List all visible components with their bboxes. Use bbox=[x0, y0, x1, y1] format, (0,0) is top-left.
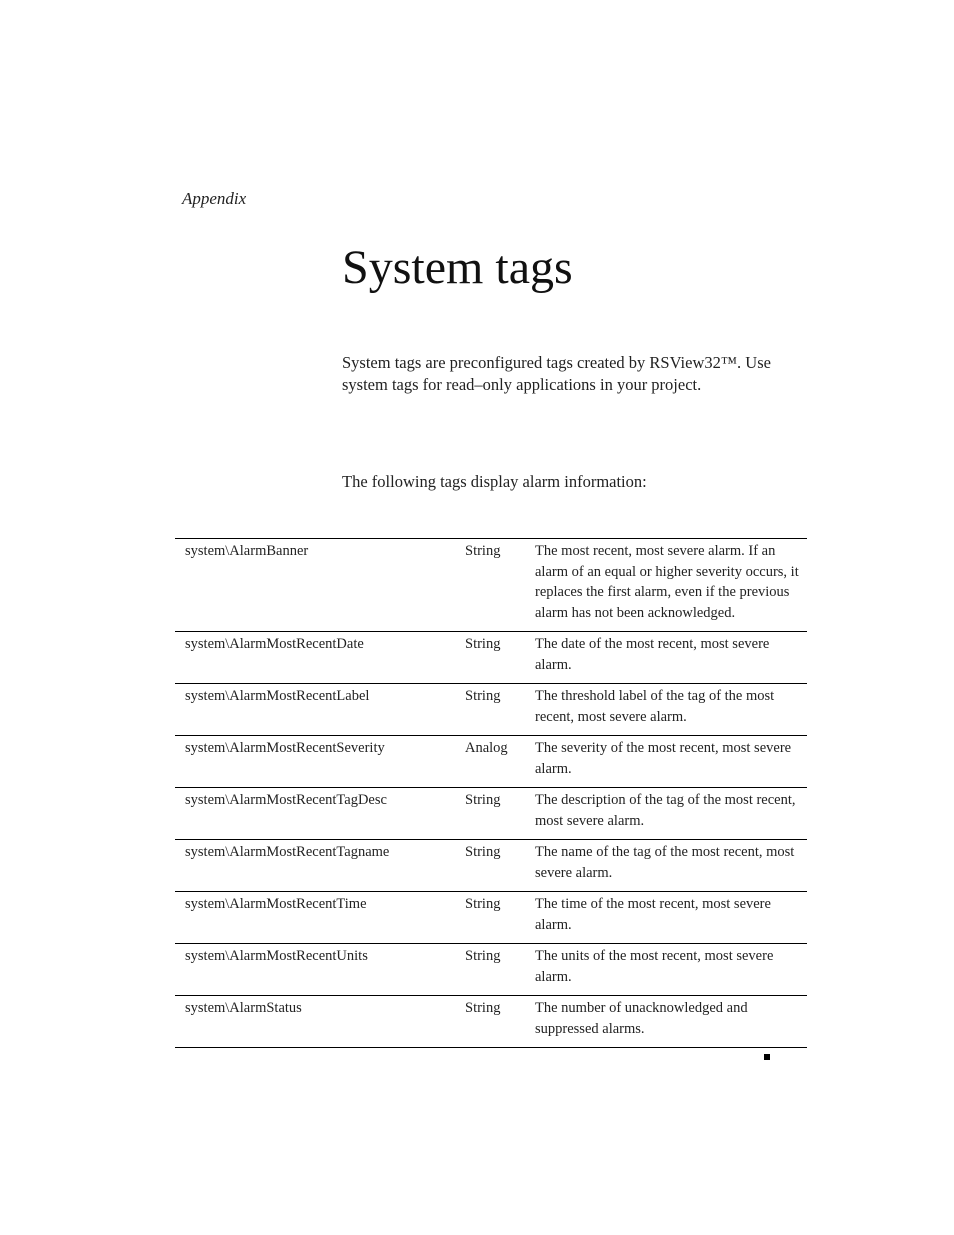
tag-type-cell: String bbox=[465, 944, 535, 996]
section-label: Appendix bbox=[182, 189, 247, 208]
tag-description-cell: The severity of the most recent, most severe alarm. bbox=[535, 736, 807, 788]
tag-name-cell: system\AlarmBanner bbox=[175, 539, 465, 632]
tag-description-cell: The date of the most recent, most severe alarm. bbox=[535, 632, 807, 684]
table-row bbox=[175, 632, 807, 684]
tag-description-cell: The description of the tag of the most recent, most severe alarm. bbox=[535, 788, 807, 840]
tag-type-cell: String bbox=[465, 684, 535, 736]
page-marker-square-icon bbox=[764, 1054, 770, 1060]
page-title: System tags bbox=[342, 241, 573, 294]
table-lead-text: The following tags display alarm information: bbox=[342, 472, 647, 491]
tag-description-cell: The most recent, most severe alarm. If an alarm of an equal or higher severity occurs, it replaces the first alarm, even if the previous alarm has not been acknowledged. bbox=[535, 539, 807, 632]
tag-type-cell: String bbox=[465, 840, 535, 892]
tag-name-cell: system\AlarmMostRecentTime bbox=[175, 892, 465, 944]
intro-paragraph: System tags are preconfigured tags created by RSView32™. Use system tags for read–only applications in your project. bbox=[342, 353, 771, 394]
system-tags-table bbox=[175, 538, 807, 1048]
tag-name-cell: system\AlarmStatus bbox=[175, 996, 465, 1048]
tag-description-cell: The time of the most recent, most severe alarm. bbox=[535, 892, 807, 944]
table-row bbox=[175, 944, 807, 996]
tag-type-cell: String bbox=[465, 632, 535, 684]
tag-name-cell: system\AlarmMostRecentUnits bbox=[175, 944, 465, 996]
tag-name-cell: system\AlarmMostRecentDate bbox=[175, 632, 465, 684]
tag-description-cell: The number of unacknowledged and suppressed alarms. bbox=[535, 996, 807, 1048]
table-row bbox=[175, 684, 807, 736]
tag-description-cell: The name of the tag of the most recent, most severe alarm. bbox=[535, 840, 807, 892]
table-row bbox=[175, 996, 807, 1048]
tag-type-cell: Analog bbox=[465, 736, 535, 788]
tag-description-cell: The units of the most recent, most severe alarm. bbox=[535, 944, 807, 996]
table-row bbox=[175, 892, 807, 944]
table-row bbox=[175, 736, 807, 788]
table-row bbox=[175, 840, 807, 892]
tag-name-cell: system\AlarmMostRecentTagname bbox=[175, 840, 465, 892]
table-row bbox=[175, 788, 807, 840]
tag-description-cell: The threshold label of the tag of the most recent, most severe alarm. bbox=[535, 684, 807, 736]
tag-name-cell: system\AlarmMostRecentTagDesc bbox=[175, 788, 465, 840]
tag-type-cell: String bbox=[465, 892, 535, 944]
tag-type-cell: String bbox=[465, 996, 535, 1048]
table-row bbox=[175, 539, 807, 632]
tag-type-cell: String bbox=[465, 539, 535, 632]
tag-name-cell: system\AlarmMostRecentSeverity bbox=[175, 736, 465, 788]
tag-type-cell: String bbox=[465, 788, 535, 840]
tag-name-cell: system\AlarmMostRecentLabel bbox=[175, 684, 465, 736]
